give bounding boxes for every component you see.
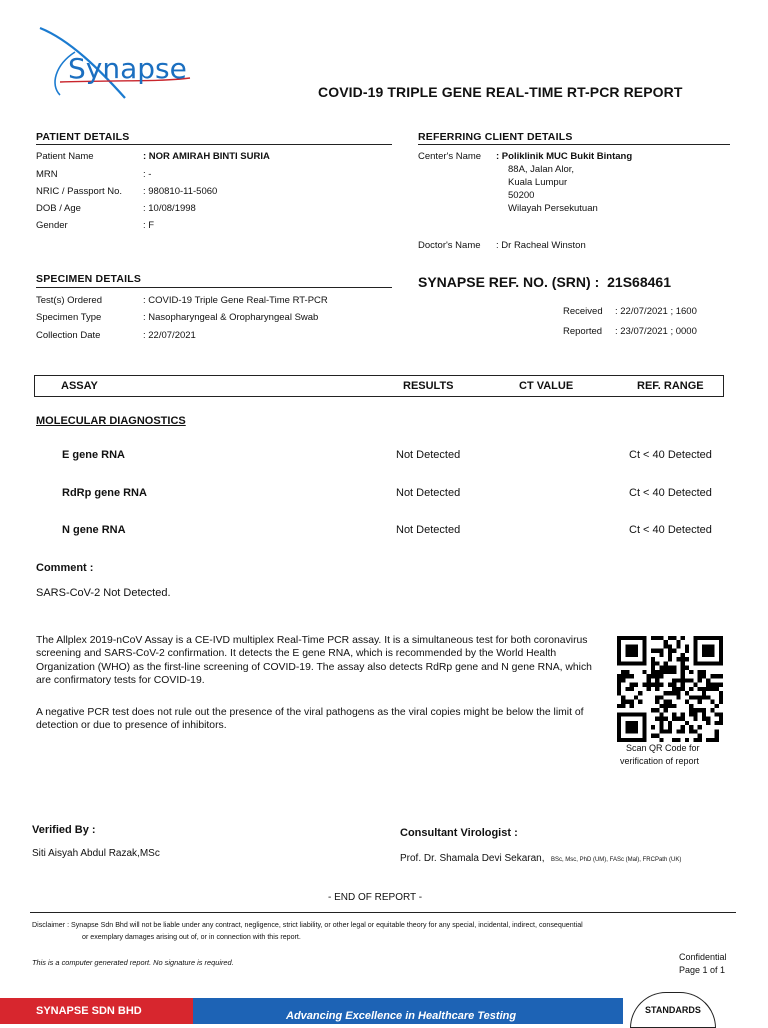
ref-range-column-header: REF. RANGE (637, 380, 704, 392)
received-label: Received (563, 306, 603, 317)
center-name-value: : Poliklinik MUC Bukit Bintang (496, 151, 633, 162)
disclaimer-line-1: Disclaimer : Synapse Sdn Bhd will not be liable under any contract, negligence, strict liability, or other legal or equitable theory for any special, incidental, indirect, consequential (32, 921, 583, 929)
disclaimer-line-2: or exemplary damages arising out of, or in connection with this report. (82, 933, 301, 941)
assay-result: Not Detected (396, 449, 461, 461)
assay-description: The Allplex 2019-nCoV Assay is a CE-IVD multiplex Real-Time PCR assay. It is a simultaneous test for both coronavirus screening and SARS-CoV-2 confirmation. It detects the E gene RNA, which is recommended by the World Health Organization (WHO) as the first-line screening of COVID-19. The assay also detects RdRp gene and N gene RNA, which are confirmatory tests for COVID-19. (36, 635, 592, 687)
srn-label: SYNAPSE REF. NO. (SRN) : (418, 274, 600, 290)
assay-result: Not Detected (396, 524, 461, 536)
referring-divider (418, 144, 730, 145)
nric-label: NRIC / Passport No. (36, 186, 123, 197)
specimen-divider (36, 287, 392, 288)
center-name-label: Center's Name (418, 151, 482, 162)
section-title: MOLECULAR DIAGNOSTICS (36, 415, 186, 427)
doctor-name-label: Doctor's Name (418, 240, 481, 251)
results-table-header (34, 375, 724, 397)
address-line-3: 50200 (508, 190, 535, 201)
doctor-name-value: : Dr Racheal Winston (496, 240, 586, 251)
referring-details-header: REFERRING CLIENT DETAILS (418, 131, 573, 143)
patient-details-header: PATIENT DETAILS (36, 131, 130, 143)
comment-text: SARS-CoV-2 Not Detected. (36, 587, 171, 599)
tests-ordered-value: : COVID-19 Triple Gene Real-Time RT-PCR (143, 295, 328, 306)
standards-badge (630, 992, 716, 1028)
consultant-name: Prof. Dr. Shamala Devi Sekaran, (400, 853, 545, 864)
qr-caption-line-2: verification of report (620, 756, 700, 766)
reported-value: : 23/07/2021 ; 0000 (615, 326, 697, 337)
patient-name-value: : NOR AMIRAH BINTI SURIA (143, 151, 270, 162)
gender-label: Gender (36, 220, 68, 231)
assay-ref-range: Ct < 40 Detected (629, 449, 712, 461)
specimen-details-header: SPECIMEN DETAILS (36, 273, 142, 285)
end-of-report: - END OF REPORT - (328, 892, 423, 903)
negative-test-note: A negative PCR test does not rule out the presence of the viral pathogens as the viral copies might be below the limit of detection or due to presence of inhibitors. (36, 707, 584, 732)
address-line-1: 88A, Jalan Alor, (508, 164, 575, 175)
confidential-label: Confidential (679, 952, 727, 962)
assay-name: RdRp gene RNA (62, 487, 147, 499)
footer-bar (0, 998, 768, 1024)
synapse-logo (30, 20, 200, 100)
mrn-label: MRN (36, 169, 58, 180)
address-line-2: Kuala Lumpur (508, 177, 568, 188)
patient-name-label: Patient Name (36, 151, 94, 162)
computer-generated-note: This is a computer generated report. No signature is required. (32, 958, 234, 967)
assay-name: N gene RNA (62, 524, 126, 536)
report-title: COVID-19 TRIPLE GENE REAL-TIME RT-PCR REPORT (318, 84, 683, 100)
specimen-type-label: Specimen Type (36, 312, 102, 323)
collection-date-value: : 22/07/2021 (143, 330, 196, 341)
dob-label: DOB / Age (36, 203, 81, 214)
reported-label: Reported (563, 326, 603, 337)
assay-result: Not Detected (396, 487, 461, 499)
ct-value-column-header: CT VALUE (519, 380, 574, 392)
gender-value: : F (143, 220, 155, 231)
verified-by-name: Siti Aisyah Abdul Razak,MSc (32, 848, 160, 859)
assay-ref-range: Ct < 40 Detected (629, 487, 712, 499)
mrn-value: : - (143, 169, 152, 180)
assay-ref-range: Ct < 40 Detected (629, 524, 712, 536)
logo-text: Synapse (68, 52, 187, 85)
nric-value: : 980810-11-5060 (143, 186, 218, 197)
assay-name: E gene RNA (62, 449, 125, 461)
srn-value: 21S68461 (607, 274, 671, 290)
specimen-type-value: : Nasopharyngeal & Oropharyngeal Swab (143, 312, 319, 323)
assay-column-header: ASSAY (61, 380, 98, 392)
verified-by-label: Verified By : (32, 824, 96, 836)
dob-value: : 10/08/1998 (143, 203, 196, 214)
patient-divider (36, 144, 392, 145)
verification-qr-code[interactable] (617, 636, 723, 742)
collection-date-label: Collection Date (36, 330, 101, 341)
results-column-header: RESULTS (403, 380, 454, 392)
page-info: Page 1 of 1 (679, 965, 726, 975)
address-line-4: Wilayah Persekutuan (508, 203, 598, 214)
disclaimer-divider (30, 912, 736, 913)
tests-ordered-label: Test(s) Ordered (36, 295, 102, 306)
footer-tagline: Advancing Excellence in Healthcare Testing (286, 1010, 517, 1022)
consultant-qualifications: BSc, Msc, PhD (UM), FASc (Mal), FRCPath (UK) (550, 857, 682, 863)
standards-badge-text: STANDARDS (645, 1005, 701, 1015)
consultant-label: Consultant Virologist : (400, 827, 518, 839)
qr-caption-line-1: Scan QR Code for (626, 743, 700, 753)
footer-company-name: SYNAPSE SDN BHD (36, 1005, 142, 1017)
received-value: : 22/07/2021 ; 1600 (615, 306, 697, 317)
comment-label: Comment : (36, 562, 94, 574)
